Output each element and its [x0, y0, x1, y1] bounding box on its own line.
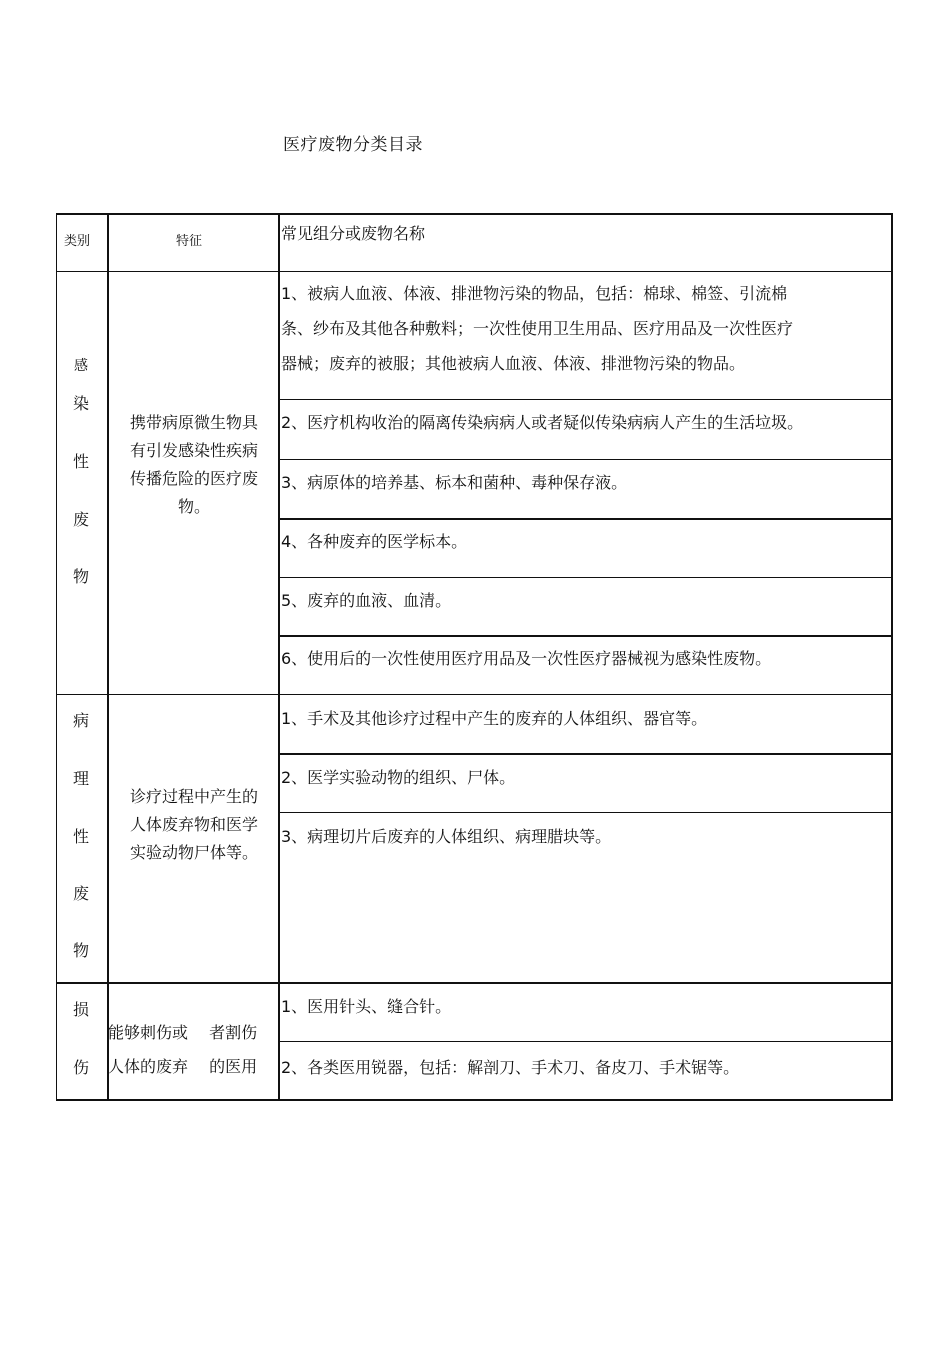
item-line: 条、纱布及其他各种敷料；一次性使用卫生用品、医疗用品及一次性医疗: [281, 319, 794, 338]
feature-line: 有引发感染性疾病: [129, 441, 258, 460]
feature-line: 诊疗过程中产生的: [129, 787, 258, 806]
category-char: 废: [72, 510, 89, 529]
header-feature: 特征: [176, 234, 203, 249]
item-text: 2、医学实验动物的组织、尸体。: [281, 768, 516, 787]
item-text: 2、医疗机构收治的隔离传染病病人或者疑似传染病病人产生的生活垃圾。: [281, 413, 804, 432]
feature-line: 实验动物尸体等。: [129, 843, 258, 862]
document-title: 医疗废物分类目录: [283, 135, 423, 155]
item-text: 3、病原体的培养基、标本和菌种、毒种保存液。: [281, 473, 628, 492]
feature-line: 物。: [177, 497, 210, 516]
header-items: 常见组分或废物名称: [281, 224, 426, 243]
table-border-top: [56, 213, 892, 215]
item-text: 3、病理切片后废弃的人体组织、病理腊块等。: [281, 827, 612, 846]
header-category: 类别: [64, 234, 91, 249]
item-line: 器械；废弃的被服；其他被病人血液、体液、排泄物污染的物品。: [281, 354, 746, 373]
category-char: 染: [72, 394, 89, 413]
category-char: 物: [72, 567, 89, 586]
category-infectious-waste: [55, 355, 107, 595]
item-text: 2、各类医用锐器，包括：解剖刀、手术刀、备皮刀、手术锯等。: [281, 1058, 740, 1077]
category-pathological-waste: [55, 708, 107, 968]
feature-pathological-waste: [110, 783, 278, 867]
category-char: 性: [72, 827, 89, 846]
feature-sharps-waste: [108, 1016, 278, 1084]
item-text: 6、使用后的一次性使用医疗用品及一次性医疗器械视为感染性废物。: [281, 649, 772, 668]
category-char: 伤: [72, 1058, 89, 1077]
column-divider-1: [107, 213, 109, 1101]
row-divider: [279, 635, 892, 637]
header-divider: [56, 271, 892, 272]
feature-line: 携带病原微生物具: [129, 413, 258, 432]
column-divider-2: [278, 213, 280, 1101]
group-divider: [56, 694, 892, 695]
item-text: 1、医用针头、缝合针。: [281, 997, 452, 1016]
category-char: 感: [74, 358, 88, 374]
table-border-bottom: [56, 1099, 892, 1101]
feature-line: 人体的废弃 的医用: [108, 1057, 258, 1076]
row-divider: [279, 459, 892, 460]
category-char: 损: [72, 1000, 89, 1019]
row-divider: [279, 577, 892, 578]
row-divider: [279, 399, 892, 400]
item-text: [281, 276, 793, 381]
item-text: 5、废弃的血液、血清。: [281, 591, 452, 610]
item-text: 4、各种废弃的医学标本。: [281, 532, 468, 551]
row-divider: [279, 518, 892, 520]
row-divider: [279, 753, 892, 755]
item-line: 1、被病人血液、体液、排泄物污染的物品，包括：棉球、棉签、引流棉: [281, 284, 788, 303]
group-divider: [56, 982, 892, 984]
row-divider: [279, 812, 892, 813]
category-char: 废: [72, 884, 89, 903]
row-divider: [279, 1041, 892, 1042]
feature-line: 传播危险的医疗废: [129, 469, 258, 488]
feature-line: 人体废弃物和医学: [129, 815, 258, 834]
item-text: 1、手术及其他诊疗过程中产生的废弃的人体组织、器官等。: [281, 709, 708, 728]
category-sharps-waste: [55, 997, 107, 1087]
table-border-right: [891, 213, 893, 1101]
category-char: 病: [72, 711, 89, 730]
category-char: 性: [72, 452, 89, 471]
feature-infectious-waste: [110, 409, 278, 521]
category-char: 物: [72, 941, 89, 960]
feature-line: 能够刺伤或 者割伤: [108, 1023, 258, 1042]
category-char: 理: [72, 769, 89, 788]
